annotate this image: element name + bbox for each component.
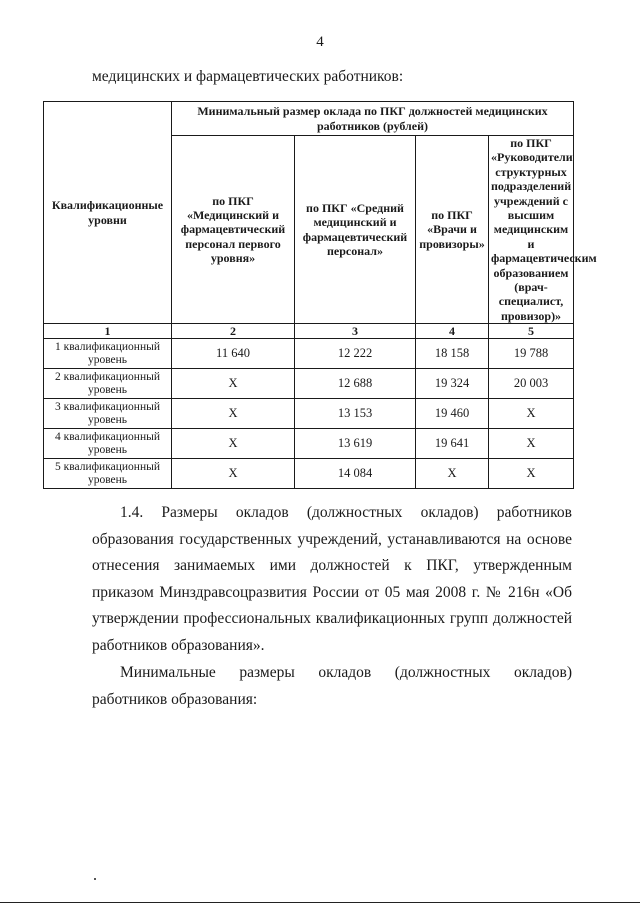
column-number: 1 [44,324,172,339]
salary-cell: 20 003 [489,369,574,399]
column-number: 5 [489,324,574,339]
table-row [44,429,574,459]
paragraph-1-4: 1.4. Размеры окладов (должностных окладов) работников образования государственных учреждений, устанавливаются на основе отнесения занимаемых ими должностей к ПКГ, утвержденным приказом Минздравсоцразвития России от 05 мая 2008 г. № 216н «Об утверждении профессиональных квалификационных групп должностей работников образования». [92,504,572,654]
salary-cell: 14 084 [295,459,416,489]
page-bottom-edge [0,902,640,903]
salary-cell: 12 222 [295,339,416,369]
scan-dot [94,878,96,880]
salary-cell: Х [489,429,574,459]
column-number: 2 [172,324,295,339]
salary-cell: Х [489,459,574,489]
salary-cell: 19 788 [489,339,574,369]
table-row [44,369,574,399]
column-number-row [44,324,574,339]
header-qualification-levels: Квалификационные уровни [44,102,172,324]
salary-cell: 12 688 [295,369,416,399]
column-number: 3 [295,324,416,339]
salary-cell: 19 324 [416,369,489,399]
salary-table [43,101,597,489]
page-number: 4 [316,34,324,50]
salary-cell: 13 619 [295,429,416,459]
salary-cell: 13 153 [295,399,416,429]
column-number: 4 [416,324,489,339]
header-pkg-mid-level: по ПКГ «Средний медицинский и фармацевтический персонал» [295,136,416,324]
salary-cell: Х [172,399,295,429]
paragraph-min-salaries-education: Минимальные размеры окладов (должностных окладов) работников образования: [92,664,572,708]
table-row [44,399,574,429]
header-pkg-doctors: по ПКГ «Врачи и провизоры» [416,136,489,324]
table-intro-text: медицинских и фармацевтических работников: [92,68,404,85]
level-cell: 4 квалификационный уровень [44,429,172,459]
salary-cell: 19 641 [416,429,489,459]
salary-cell: 18 158 [416,339,489,369]
salary-cell: Х [172,429,295,459]
table-row [44,339,574,369]
header-group-min-salary: Минимальный размер оклада по ПКГ должностей медицинских работников (рублей) [172,102,574,136]
table-row [44,459,574,489]
level-cell: 1 квалификационный уровень [44,339,172,369]
level-cell: 5 квалификационный уровень [44,459,172,489]
salary-cell: 19 460 [416,399,489,429]
header-pkg-heads: по ПКГ «Руководители структурных подразделений учреждений с высшим медицинским и фармацевтическим образованием (врач-специалист, провизор)» [489,136,574,324]
level-cell: 2 квалификационный уровень [44,369,172,399]
salary-cell: Х [416,459,489,489]
level-cell: 3 квалификационный уровень [44,399,172,429]
salary-cell: Х [489,399,574,429]
salary-cell: Х [172,459,295,489]
salary-cell: Х [172,369,295,399]
salary-cell: 11 640 [172,339,295,369]
header-pkg-first-level: по ПКГ «Медицинский и фармацевтический персонал первого уровня» [172,136,295,324]
